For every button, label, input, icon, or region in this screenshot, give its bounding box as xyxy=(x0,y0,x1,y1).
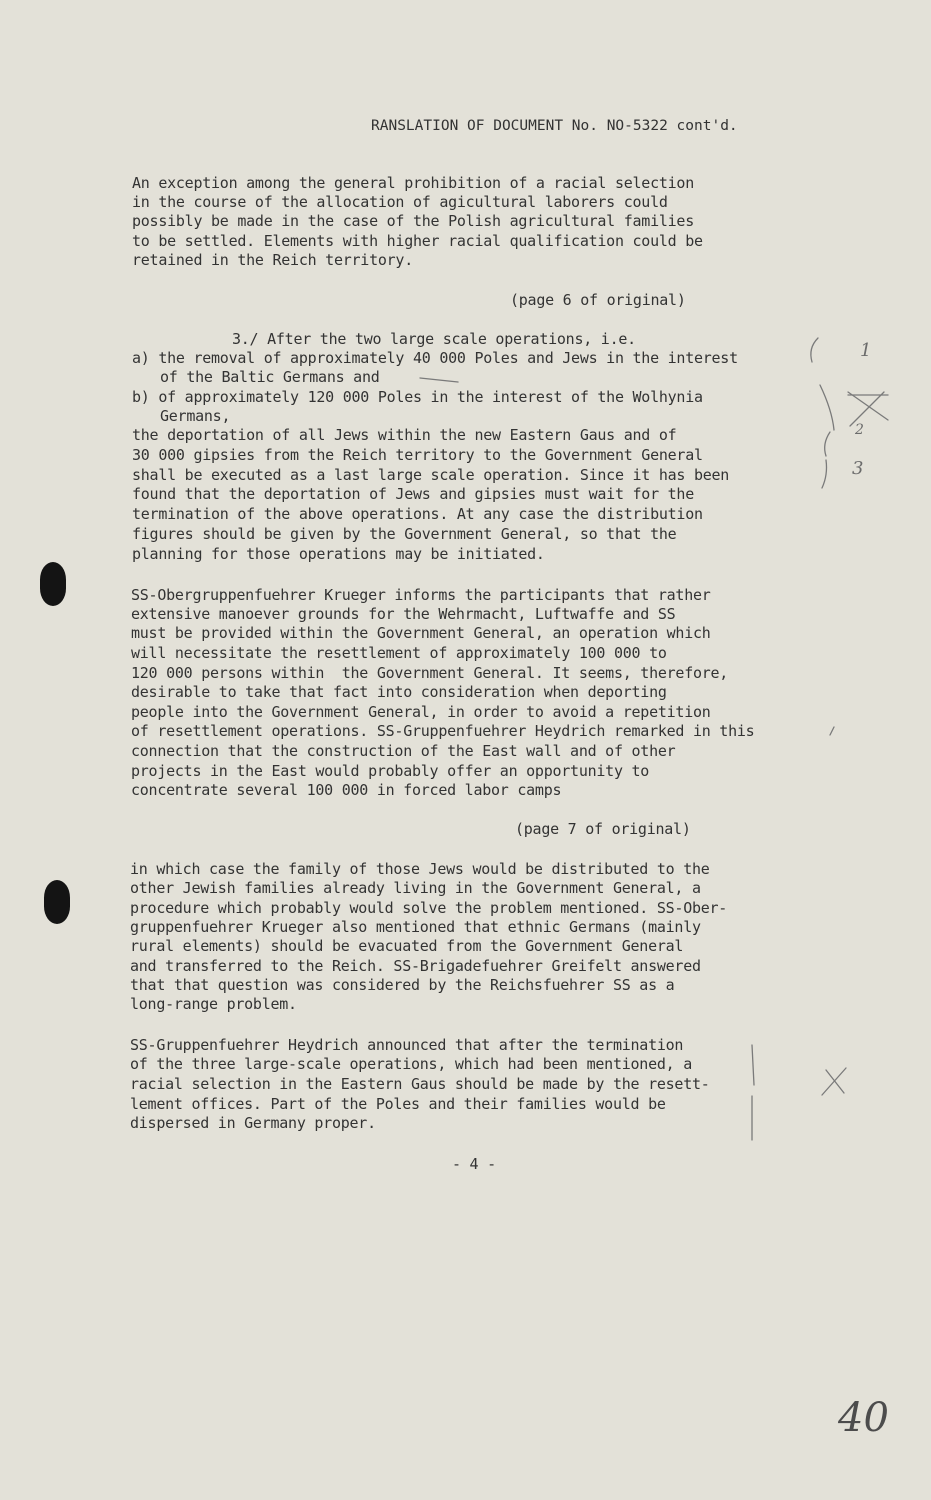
text-line: the deportation of all Jews within the new Eastern Gaus and of xyxy=(132,426,677,444)
text-line: extensive manoever grounds for the Wehrmacht, Luftwaffe and SS xyxy=(131,605,676,623)
text-line: rural elements) should be evacuated from the Government General xyxy=(130,937,684,955)
text-line: projects in the East would probably offer an opportunity to xyxy=(131,762,650,780)
text-line: procedure which probably would solve the problem mentioned. SS-Ober- xyxy=(130,899,728,917)
original-page-ref: (page 6 of original) xyxy=(510,291,686,309)
text-line: long-range problem. xyxy=(130,995,297,1013)
text-line: other Jewish families already living in the Government General, a xyxy=(130,879,701,897)
text-line: and transferred to the Reich. SS-Brigadefuehrer Greifelt answered xyxy=(130,957,701,975)
text-line: in which case the family of those Jews would be distributed to the xyxy=(130,860,710,878)
text-line: 30 000 gipsies from the Reich territory to the Government General xyxy=(132,446,703,464)
text-line: will necessitate the resettlement of approximately 100 000 to xyxy=(131,644,667,662)
cross-mark xyxy=(848,392,888,420)
margin-note-2: 2 xyxy=(855,422,864,438)
text-line: Germans, xyxy=(160,407,231,425)
text-line: An exception among the general prohibition of a racial selection xyxy=(132,174,694,192)
text-line: desirable to take that fact into consideration when deporting xyxy=(131,683,667,701)
vertical-mark xyxy=(752,1045,754,1085)
text-line: SS-Gruppenfuehrer Heydrich announced that after the termination xyxy=(130,1036,684,1054)
text-line: gruppenfuehrer Krueger also mentioned that ethnic Germans (mainly xyxy=(130,918,701,936)
text-line: of resettlement operations. SS-Gruppenfuehrer Heydrich remarked in this xyxy=(131,722,755,740)
bracket-mark xyxy=(811,338,818,362)
text-line: racial selection in the Eastern Gaus should be made by the resett- xyxy=(130,1075,710,1093)
margin-note-3: 3 xyxy=(852,458,864,479)
text-line: people into the Government General, in order to avoid a repetition xyxy=(131,703,711,721)
tick-mark xyxy=(420,378,458,382)
document-header: RANSLATION OF DOCUMENT No. NO-5322 cont'd. xyxy=(371,118,738,134)
text-line: possibly be made in the case of the Polish agricultural families xyxy=(132,212,694,230)
text-line: lement offices. Part of the Poles and their families would be xyxy=(130,1095,666,1113)
text-line: of the three large-scale operations, which had been mentioned, a xyxy=(130,1055,692,1073)
text-line: that that question was considered by the Reichsfuehrer SS as a xyxy=(130,976,675,994)
text-line: shall be executed as a last large scale operation. Since it has been xyxy=(132,466,730,484)
text-line: connection that the construction of the East wall and of other xyxy=(131,742,676,760)
bracket-mark xyxy=(820,385,834,430)
text-line: dispersed in Germany proper. xyxy=(130,1114,376,1132)
text-line: must be provided within the Government General, an operation which xyxy=(131,624,711,642)
bracket-mark xyxy=(825,432,830,456)
text-line: found that the deportation of Jews and gipsies must wait for the xyxy=(132,485,694,503)
handwritten-page-number: 40 xyxy=(838,1395,889,1441)
text-line: SS-Obergruppenfuehrer Krueger informs the participants that rather xyxy=(131,586,711,604)
text-line: 3./ After the two large scale operations, i.e. xyxy=(232,330,636,348)
text-line: concentrate several 100 000 in forced labor camps xyxy=(131,781,562,799)
text-line: termination of the above operations. At any case the distribution xyxy=(132,505,703,523)
text-line: b) of approximately 120 000 Poles in the interest of the Wolhynia xyxy=(132,388,703,406)
margin-note-1: 1 xyxy=(860,340,872,361)
text-line: planning for those operations may be initiated. xyxy=(132,545,545,563)
text-line: figures should be given by the Government General, so that the xyxy=(132,525,677,543)
bracket-mark xyxy=(822,460,827,488)
text-line: a) the removal of approximately 40 000 Poles and Jews in the interest xyxy=(132,349,738,367)
text-line: in the course of the allocation of agicultural laborers could xyxy=(132,193,668,211)
page-number: - 4 - xyxy=(452,1155,496,1173)
text-line: 120 000 persons within the Government General. It seems, therefore, xyxy=(131,664,729,682)
text-line: to be settled. Elements with higher racial qualification could be xyxy=(132,232,703,250)
original-page-ref: (page 7 of original) xyxy=(515,820,691,838)
text-line: retained in the Reich territory. xyxy=(132,251,413,269)
text-line: of the Baltic Germans and xyxy=(160,368,380,386)
tick-mark xyxy=(830,727,834,735)
